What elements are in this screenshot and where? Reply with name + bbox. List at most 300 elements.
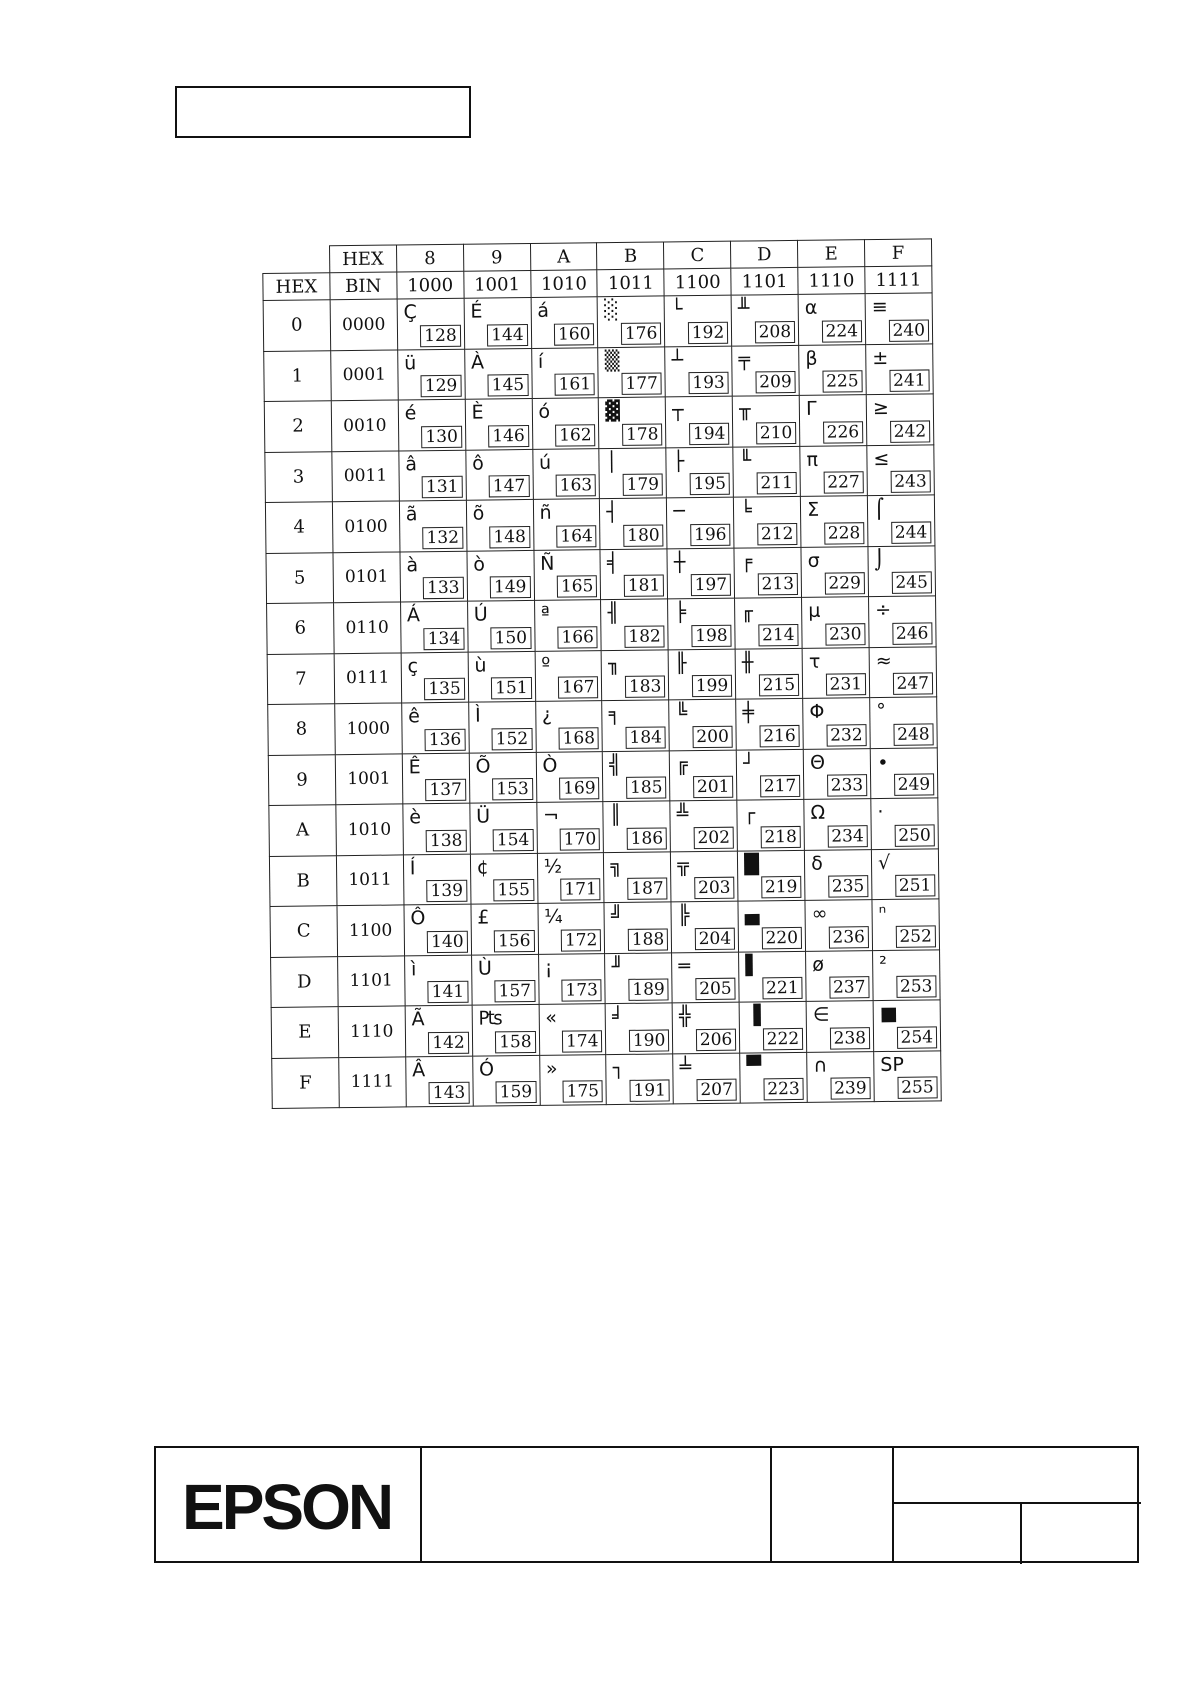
row-bin-label: 0010 (331, 400, 398, 451)
char-glyph: É (470, 300, 483, 323)
hex-header-label: HEX (329, 245, 396, 273)
char-code: 137 (425, 779, 466, 801)
table-row (269, 848, 939, 906)
char-cell (738, 850, 805, 901)
column-hex-9: 9 (463, 243, 530, 271)
char-code: 169 (559, 777, 600, 799)
char-glyph: ≤ (873, 447, 890, 470)
char-glyph: ╚ (675, 702, 688, 725)
column-hex-c: C (664, 241, 731, 269)
char-cell (598, 296, 665, 347)
row-hex-label: A (269, 805, 336, 856)
char-glyph: ┬ (672, 399, 684, 422)
column-bin-e: 1110 (798, 267, 865, 295)
title-block-divider (892, 1448, 894, 1561)
char-glyph: ▓ (605, 399, 621, 423)
char-glyph: ║ (609, 803, 622, 827)
char-glyph: ñ (539, 501, 552, 524)
char-glyph: ª (540, 602, 550, 625)
char-code: 149 (490, 576, 531, 598)
char-code: 200 (692, 725, 733, 747)
char-code: 229 (824, 572, 865, 594)
char-cell (672, 1002, 739, 1053)
row-hex-label: C (270, 906, 337, 957)
char-code: 191 (629, 1079, 670, 1101)
char-code: 199 (692, 675, 733, 697)
char-code: 180 (623, 524, 664, 546)
title-box (175, 86, 471, 138)
char-glyph: ╟ (674, 651, 687, 674)
char-code: 246 (892, 622, 933, 644)
char-code: 232 (826, 724, 867, 746)
char-glyph: µ (808, 599, 821, 622)
char-glyph: ù (474, 653, 487, 677)
column-hex-b: B (597, 242, 664, 270)
char-code: 228 (824, 522, 865, 544)
char-glyph: α (804, 296, 818, 319)
char-glyph: é (404, 402, 417, 425)
char-cell (868, 545, 936, 596)
char-code: 254 (896, 1026, 937, 1048)
char-code: 143 (429, 1082, 470, 1104)
char-code: 150 (490, 626, 531, 648)
char-glyph: Ñ (540, 552, 555, 575)
char-code: 189 (628, 978, 669, 1000)
char-glyph: Á (406, 604, 421, 627)
char-code: 214 (758, 623, 799, 645)
char-cell (599, 447, 666, 498)
table-row (266, 545, 936, 603)
char-cell (872, 899, 940, 950)
char-code: 194 (689, 422, 730, 444)
char-code: 244 (891, 521, 932, 543)
column-hex-8: 8 (396, 244, 463, 272)
char-code: 145 (488, 374, 529, 396)
char-code: 141 (428, 981, 469, 1003)
char-cell (536, 751, 603, 802)
char-code: 209 (755, 371, 796, 393)
char-cell (403, 803, 470, 854)
char-cell (599, 397, 666, 448)
char-glyph: ┴ (671, 348, 684, 371)
char-code: 252 (895, 925, 936, 947)
char-code: 206 (696, 1028, 737, 1050)
char-glyph: ½ (543, 855, 563, 878)
char-code: 204 (695, 927, 736, 949)
row-hex-label: 4 (265, 502, 332, 553)
char-code: 135 (424, 678, 465, 700)
table-row (263, 293, 933, 351)
char-code: 193 (688, 372, 729, 394)
char-cell (873, 949, 941, 1000)
char-glyph: ⁿ (878, 901, 887, 925)
char-glyph: Ô (410, 907, 426, 930)
char-glyph: Ü (476, 805, 491, 828)
char-glyph: ─ (673, 500, 685, 523)
char-glyph: · (877, 800, 884, 824)
char-cell (737, 799, 804, 850)
char-cell (470, 802, 537, 853)
char-code: 210 (756, 421, 797, 443)
char-cell (668, 598, 735, 649)
char-cell (404, 955, 471, 1006)
char-glyph: ╜ (611, 955, 624, 978)
char-cell (472, 1055, 539, 1106)
char-code: 222 (763, 1027, 804, 1049)
char-cell (867, 444, 935, 495)
char-cell (739, 1001, 806, 1052)
char-code: 166 (557, 626, 598, 648)
char-cell (535, 650, 602, 701)
char-code: 131 (422, 476, 463, 498)
table-row (264, 343, 934, 401)
char-glyph: ú (538, 451, 552, 474)
char-code: 138 (426, 829, 467, 851)
row-bin-label: 0111 (334, 652, 401, 703)
table-body (263, 239, 942, 1109)
char-glyph: ¼ (544, 905, 563, 928)
epson-logo: EPSON (182, 1471, 392, 1543)
char-glyph: ã (405, 503, 418, 526)
char-code: 247 (892, 672, 933, 694)
char-cell (471, 903, 538, 954)
char-cell (667, 548, 734, 599)
char-glyph: ╒ (740, 549, 753, 573)
row-bin-label: 0100 (332, 501, 399, 552)
char-glyph: Í (409, 856, 416, 879)
char-code: 207 (696, 1079, 737, 1101)
char-code: 237 (829, 976, 870, 998)
char-glyph: ╝ (610, 904, 623, 928)
char-glyph: ╘ (740, 499, 752, 522)
char-cell (666, 396, 733, 447)
char-code: 182 (624, 625, 665, 647)
char-code: 153 (492, 778, 533, 800)
char-glyph: ¡ (544, 956, 553, 979)
char-code: 154 (493, 828, 534, 850)
char-cell (405, 1005, 472, 1056)
char-code: 201 (693, 776, 734, 798)
char-glyph: ì (410, 957, 417, 980)
char-cell (602, 649, 669, 700)
char-code: 225 (822, 370, 863, 392)
title-block-divider (770, 1448, 772, 1561)
char-glyph: ╔ (676, 752, 688, 775)
char-cell (865, 293, 933, 344)
char-cell (867, 495, 935, 546)
char-code: 172 (561, 929, 602, 951)
char-cell (870, 697, 938, 748)
char-code: 216 (759, 724, 800, 746)
char-glyph: ░ (604, 298, 619, 322)
char-cell (600, 498, 667, 549)
char-glyph: ╡ (606, 551, 619, 574)
char-cell (398, 399, 465, 450)
char-cell (732, 395, 799, 446)
char-code: 151 (491, 677, 532, 699)
char-cell (736, 749, 803, 800)
char-glyph: ╤ (738, 347, 751, 371)
char-code: 147 (489, 475, 530, 497)
char-code: 197 (691, 574, 732, 596)
row-bin-label: 0001 (331, 349, 398, 400)
char-glyph: ≈ (875, 649, 892, 672)
row-hex-label: D (271, 956, 338, 1007)
char-cell (604, 902, 671, 953)
char-cell (802, 647, 869, 698)
row-bin-label: 1110 (338, 1006, 405, 1057)
char-glyph: Γ (805, 397, 817, 420)
corner-cell (263, 246, 330, 274)
char-code: 167 (558, 676, 599, 698)
char-glyph: ≡ (871, 295, 888, 319)
char-glyph: ┐ (612, 1056, 625, 1079)
char-code: 239 (830, 1077, 871, 1099)
char-code: 173 (561, 979, 602, 1001)
char-code: 219 (761, 876, 802, 898)
char-code: 176 (621, 322, 662, 344)
char-glyph: Ê (408, 755, 421, 778)
char-glyph: ├ (672, 449, 685, 472)
char-glyph: ╦ (677, 853, 689, 876)
column-bin-8: 1000 (397, 271, 464, 299)
char-cell (399, 450, 466, 501)
char-cell (866, 394, 934, 445)
row-hex-label: 2 (264, 401, 331, 452)
char-code: 242 (890, 420, 931, 442)
char-cell (467, 600, 534, 651)
char-cell (869, 646, 937, 697)
char-code: 165 (557, 575, 598, 597)
char-code: 230 (825, 623, 866, 645)
char-glyph: ² (879, 952, 887, 975)
char-cell (539, 1054, 606, 1105)
char-glyph: ¬ (542, 804, 560, 827)
char-cell (401, 702, 468, 753)
char-code: 170 (560, 828, 601, 850)
char-code: 162 (555, 424, 596, 446)
char-glyph: ■ (879, 1002, 898, 1026)
row-bin-label: 0011 (332, 450, 399, 501)
char-glyph: ø (812, 953, 825, 976)
char-cell (399, 500, 466, 551)
char-code: 139 (426, 880, 467, 902)
char-cell (464, 348, 531, 399)
char-cell (670, 800, 737, 851)
char-cell (401, 652, 468, 703)
char-glyph: └ (670, 298, 683, 321)
char-glyph: ┼ (673, 550, 686, 573)
char-cell (533, 499, 600, 550)
char-glyph: ± (872, 346, 889, 369)
char-glyph: ▐ (745, 1004, 761, 1027)
char-glyph: ° (876, 699, 886, 723)
char-glyph: Φ (809, 700, 825, 723)
char-cell (671, 901, 738, 952)
table-row (270, 899, 940, 957)
char-code: 220 (761, 926, 802, 948)
char-glyph: ╫ (741, 650, 754, 674)
char-cell (531, 297, 598, 348)
row-bin-label: 0110 (333, 602, 400, 653)
char-code: 164 (556, 525, 597, 547)
char-cell (740, 1052, 807, 1103)
char-code: 250 (894, 824, 935, 846)
title-block (154, 1446, 1139, 1563)
char-glyph: τ (808, 650, 821, 673)
row-hex-label: E (271, 1007, 338, 1058)
char-glyph: ╖ (608, 652, 620, 675)
char-glyph: ô (472, 451, 484, 475)
char-code: 158 (495, 1030, 536, 1052)
char-code: 133 (423, 577, 464, 599)
row-hex-label: 8 (268, 704, 335, 755)
char-glyph: ⌠ (873, 497, 885, 521)
char-cell (397, 349, 464, 400)
char-code: 160 (554, 323, 595, 345)
char-cell (871, 798, 939, 849)
table-row (265, 444, 935, 502)
char-glyph: ▒ (604, 349, 620, 372)
char-cell (603, 801, 670, 852)
char-cell (806, 1001, 873, 1052)
char-cell (464, 297, 531, 348)
char-code: 236 (828, 926, 869, 948)
char-code: 234 (827, 825, 868, 847)
char-cell (807, 1051, 874, 1102)
char-code: 248 (893, 723, 934, 745)
char-glyph: Ì (474, 704, 481, 727)
char-cell (801, 496, 868, 547)
char-code: 212 (757, 522, 798, 544)
char-glyph: ê (408, 705, 420, 728)
char-glyph: Õ (475, 754, 491, 778)
char-cell (467, 550, 534, 601)
row-hex-label: 7 (267, 653, 334, 704)
char-code: 218 (760, 825, 801, 847)
char-cell (734, 547, 801, 598)
char-code: 156 (494, 929, 535, 951)
char-cell (405, 1056, 472, 1107)
char-glyph: ╢ (607, 601, 620, 625)
char-cell (531, 347, 598, 398)
char-cell (869, 596, 937, 647)
char-cell (468, 701, 535, 752)
char-glyph: â (405, 452, 418, 475)
char-glyph: ┌ (743, 802, 756, 825)
char-glyph: ó (538, 400, 551, 423)
char-cell (732, 345, 799, 396)
char-glyph: Â (412, 1058, 426, 1081)
row-hex-label: 9 (268, 754, 335, 805)
char-cell (600, 548, 667, 599)
title-block-divider (1020, 1502, 1022, 1564)
char-cell (803, 698, 870, 749)
char-glyph: Σ (807, 498, 820, 521)
char-cell (799, 344, 866, 395)
char-cell (606, 1053, 673, 1104)
row-hex-label: 0 (263, 300, 330, 351)
column-bin-d: 1101 (731, 267, 798, 295)
char-cell (735, 597, 802, 648)
char-code: 152 (492, 727, 533, 749)
char-glyph: ╥ (738, 398, 751, 421)
char-code: 181 (624, 574, 665, 596)
char-glyph: ₧ (478, 1007, 503, 1030)
char-code: 221 (762, 977, 803, 999)
char-glyph: Ã (411, 1008, 425, 1031)
char-glyph: ╕ (608, 702, 621, 726)
char-glyph: £ (477, 906, 490, 929)
char-code: 243 (890, 470, 931, 492)
char-cell (734, 496, 801, 547)
char-glyph: ∈ (812, 1003, 830, 1026)
char-code: 203 (694, 877, 735, 899)
char-glyph: è (409, 806, 422, 829)
char-cell (668, 649, 735, 700)
char-cell (803, 748, 870, 799)
char-cell (538, 903, 605, 954)
char-glyph: Ω (810, 801, 826, 824)
char-code: 187 (627, 877, 668, 899)
row-bin-label: 1010 (336, 804, 403, 855)
table-row (265, 495, 935, 553)
char-code: 231 (825, 673, 866, 695)
char-code: 186 (627, 827, 668, 849)
char-glyph: ╗ (610, 854, 623, 877)
char-code: 136 (425, 728, 466, 750)
char-glyph: ∞ (811, 902, 828, 925)
column-hex-f: F (864, 239, 931, 267)
char-code: 142 (428, 1031, 469, 1053)
char-cell (739, 951, 806, 1002)
char-code: 240 (888, 319, 929, 341)
char-cell (598, 346, 665, 397)
char-code: 148 (489, 525, 530, 547)
char-code: 184 (625, 726, 666, 748)
char-cell (874, 1050, 942, 1101)
char-cell (470, 853, 537, 904)
char-code: 159 (496, 1081, 537, 1103)
char-glyph: ç (407, 654, 419, 677)
char-cell (539, 1004, 606, 1055)
table-row (267, 596, 937, 654)
char-code: 128 (420, 324, 461, 346)
char-cell (804, 799, 871, 850)
char-cell (738, 900, 805, 951)
char-code: 205 (695, 978, 736, 1000)
table-row (271, 949, 941, 1007)
table-row (271, 1000, 941, 1058)
char-code: 161 (554, 373, 595, 395)
row-hex-label: 6 (267, 603, 334, 654)
char-cell (465, 449, 532, 500)
char-cell (469, 752, 536, 803)
char-cell (532, 398, 599, 449)
char-code: 175 (562, 1080, 603, 1102)
char-cell (472, 1004, 539, 1055)
char-cell (665, 346, 732, 397)
char-glyph: ▌ (745, 953, 761, 977)
char-glyph: º (541, 653, 551, 676)
char-cell (735, 648, 802, 699)
char-cell (664, 295, 731, 346)
char-glyph: ÷ (875, 598, 892, 622)
char-cell (799, 395, 866, 446)
char-code: 171 (560, 878, 601, 900)
row-hex-header-label: HEX (263, 273, 330, 301)
char-cell (468, 651, 535, 702)
